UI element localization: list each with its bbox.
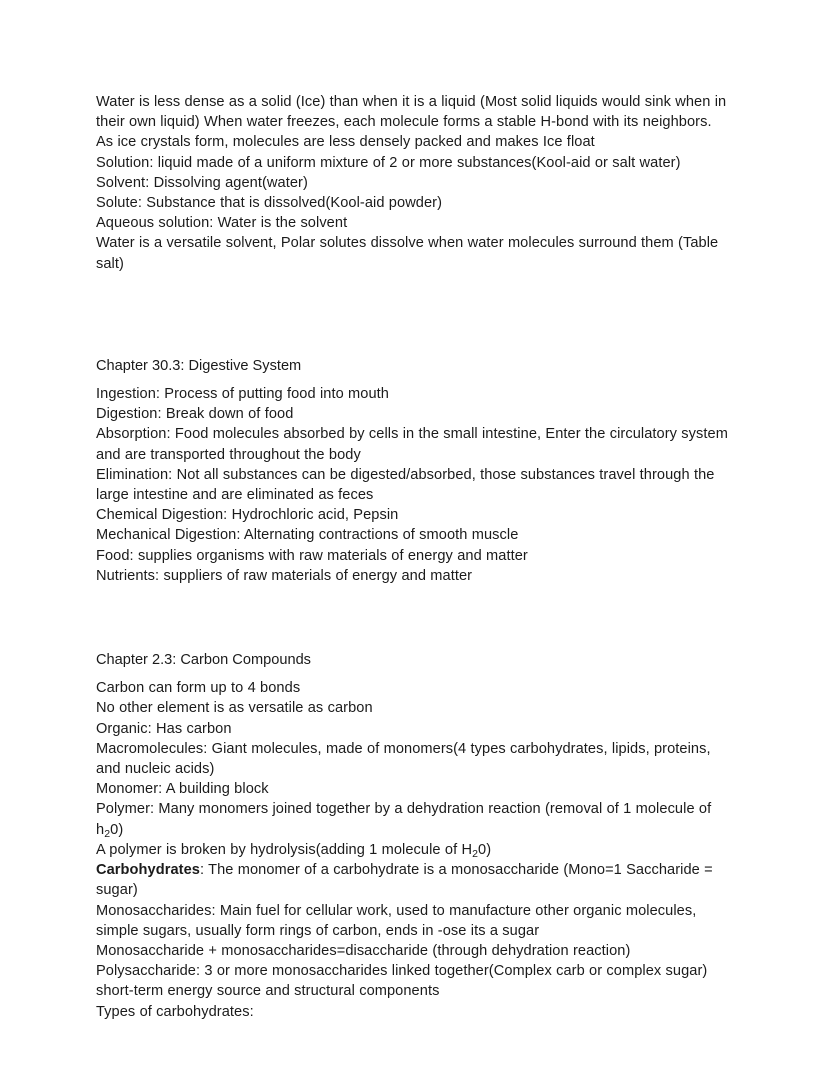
document-content — [96, 92, 734, 1022]
hydrolysis-subscript: 2 — [472, 847, 479, 860]
heading-chapter-30-3: Chapter 30.3: Digestive System — [96, 357, 302, 374]
paragraph-monosaccharides: Monosaccharides: Main fuel for cellular work, used to manufacture other organic molecules, simple sugars, usually form rings of carbon, ends in -ose its a sugar — [96, 902, 697, 939]
paragraph-absorption: Absorption: Food molecules absorbed by cells in the small intestine, Enter the circulatory system and are transported throughout the body — [96, 426, 728, 463]
paragraph-ice-crystals: As ice crystals form, molecules are less densely packed and makes Ice float — [96, 134, 595, 151]
paragraph-chemical-digestion: Chemical Digestion: Hydrochloric acid, Pepsin — [96, 507, 399, 524]
polymer-text-suffix: 0) — [110, 821, 124, 838]
paragraph-aqueous-solution-definition: Aqueous solution: Water is the solvent — [96, 215, 348, 232]
section-spacer-2 — [96, 586, 734, 650]
paragraph-digestion: Digestion: Break down of food — [96, 406, 294, 423]
paragraph-elimination: Elimination: Not all substances can be digested/absorbed, those substances travel through the large intestine and are eliminated as feces — [96, 466, 715, 504]
section-digestive-system — [96, 356, 734, 586]
paragraph-hydrolysis — [96, 840, 734, 860]
paragraph-nutrients: Nutrients: suppliers of raw materials of energy and matter — [96, 567, 473, 584]
paragraph-solution-definition: Solution: liquid made of a uniform mixture of 2 or more substances(Kool-aid or salt water) — [96, 154, 681, 171]
paragraph-macromolecules: Macromolecules: Giant molecules, made of monomers(4 types carbohydrates, lipids, proteins, and nucleic acids) — [96, 740, 711, 778]
heading-spacer-carbon — [96, 670, 734, 678]
paragraph-mechanical-digestion: Mechanical Digestion: Alternating contractions of smooth muscle — [96, 527, 519, 544]
carbohydrates-bold-term: Carbohydrates — [96, 862, 200, 879]
paragraph-monomer: Monomer: A building block — [96, 781, 269, 798]
section-carbon-compounds — [96, 650, 734, 1022]
heading-chapter-2-3: Chapter 2.3: Carbon Compounds — [96, 652, 311, 669]
polymer-subscript: 2 — [104, 827, 111, 840]
paragraph-carbon-bonds: Carbon can form up to 4 bonds — [96, 680, 301, 697]
paragraph-ingestion: Ingestion: Process of putting food into mouth — [96, 386, 389, 403]
section-spacer-1 — [96, 274, 734, 356]
section-water-solutions — [96, 92, 734, 274]
paragraph-water-density: Water is less dense as a solid (Ice) than when it is a liquid (Most solid liquids would sink when in their own liquid) When water freezes, each molecule forms a stable H-bond with its neighbors. — [96, 94, 727, 131]
paragraph-carbon-versatile: No other element is as versatile as carbon — [96, 700, 373, 717]
hydrolysis-text-prefix: A polymer is broken by hydrolysis(adding 1 molecule of H — [96, 841, 473, 858]
paragraph-types-of-carbohydrates: Types of carbohydrates: — [96, 1003, 254, 1020]
paragraph-disaccharide: Monosaccharide + monosaccharides=disaccharide (through dehydration reaction) — [96, 942, 631, 959]
paragraph-versatile-solvent: Water is a versatile solvent, Polar solutes dissolve when water molecules surround them (Table salt) — [96, 235, 719, 272]
paragraph-food: Food: supplies organisms with raw materials of energy and matter — [96, 547, 528, 564]
hydrolysis-text-suffix: 0) — [478, 841, 492, 858]
paragraph-polysaccharide: Polysaccharide: 3 or more monosaccharides linked together(Complex carb or complex sugar) short-term energy source and structural components — [96, 963, 708, 1000]
paragraph-solvent-definition: Solvent: Dissolving agent(water) — [96, 174, 308, 191]
paragraph-solute-definition: Solute: Substance that is dissolved(Kool-aid powder) — [96, 195, 443, 212]
heading-spacer-digestive — [96, 376, 734, 384]
paragraph-polymer — [96, 799, 734, 839]
paragraph-carbohydrates — [96, 860, 734, 900]
carbohydrates-definition: : The monomer of a carbohydrate is a monosaccharide (Mono=1 Saccharide = sugar) — [96, 862, 713, 899]
paragraph-organic: Organic: Has carbon — [96, 720, 232, 737]
polymer-text-prefix: Polymer: Many monomers joined together by a dehydration reaction (removal of 1 molecule of h — [96, 801, 712, 838]
